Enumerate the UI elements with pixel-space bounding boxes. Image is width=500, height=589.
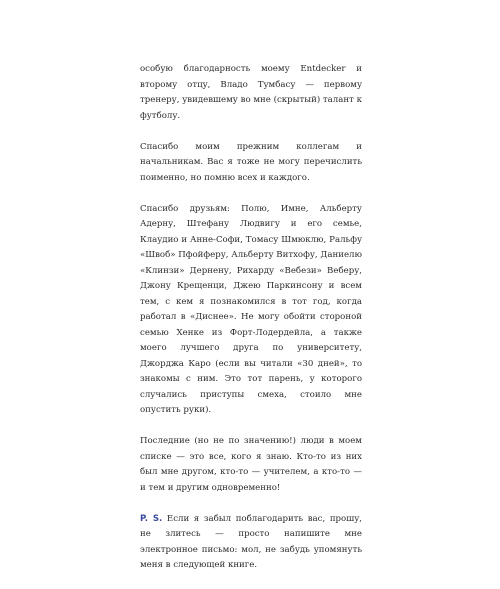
paragraph-everyone-thanks: Последние (но не по значению!) люди в моем списке — это все, кого я знаю. Кто-то из них был мне другом, кто-то — учителем, а кто-то — и тем и другим одновременно! (140, 436, 362, 493)
paragraph-mentor-thanks: особую благодарность моему Entdecker и второму отцу, Владо Тумбасу — первому тренеру, увидевшему во мне (скрытый) талант к футболу. (140, 64, 362, 121)
paragraph-friends-thanks: Спасибо друзьям: Полю, Имне, Альберту Адерну, Штефану Людвигу и его семье, Клаудио и Анне-Софи, Томасу Шмюклю, Ральфу «Швоб» Пфойферу, Альберту Витхофу, Даниелю «Клинзи» Дернену, Рихарду «Вебези» Веберу, Джону Крещенци, Джею Паркинсону и всем тем, с кем я познакомился в тот год, когда работал в «Диснее». Не могу обойти стороной семью Хенке из Форт-Лодердейла, а также моего лучшего друга по университету, Джорджа Каро (если вы читали «30 дней», то знакомы с ним. Это тот парень, у которого случались приступы смеха, стоило мне опустить руки). (140, 203, 362, 415)
paragraph-colleagues-thanks: Спасибо моим прежним коллегам и начальникам. Вас я тоже не могу перечислить поименно, но помню всех и каждого. (140, 141, 362, 183)
page-body (140, 62, 362, 589)
postscript-paragraph (140, 512, 362, 574)
postscript-text: Если я забыл поблагодарить вас, прошу, не злитесь — просто напишите мне электронное письмо: мол, не забудь упомянуть меня в следующей книге. (140, 513, 363, 570)
postscript-label: P. S. (140, 513, 163, 524)
